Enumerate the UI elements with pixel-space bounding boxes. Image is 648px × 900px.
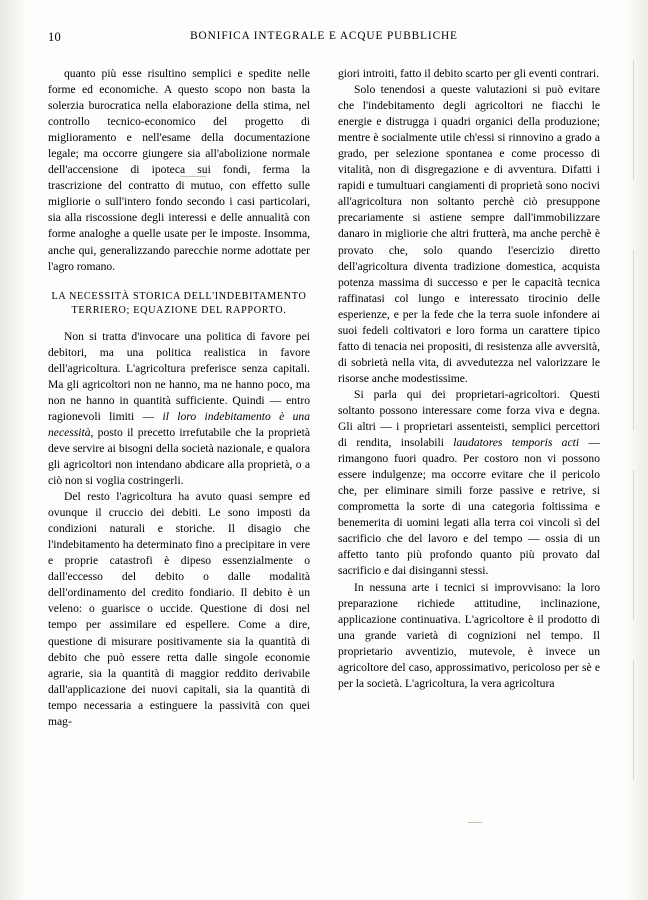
body-columns bbox=[48, 66, 600, 856]
section-heading-line-1: LA NECESSITÀ STORICA DELL'INDEBITAMENTO bbox=[51, 290, 307, 302]
paragraph: In nessuna arte i tecnici si improvvisano: la loro preparazione richiede attitudine, inclinazione, applicazione continuativa. L'agricoltore è il prodotto di una grande varietà di cognizioni nel tempo. Il proprietario avventizio, mutevole, è invece un agricoltore del caso, approssimativo, pericoloso per sè e per la società. L'agricoltura, la vera agricoltura bbox=[338, 580, 600, 690]
section-heading bbox=[48, 290, 310, 318]
scan-artifact-line bbox=[633, 60, 634, 180]
paragraph: giori introiti, fatto il debito scarto per gli eventi contrari. bbox=[338, 67, 600, 80]
scan-artifact-line bbox=[633, 660, 634, 780]
paragraph: Del resto l'agricoltura ha avuto quasi sempre ed ovunque il cruccio dei debiti. Le sono imposti da condizioni naturali e storiche. Il disagio che l'indebitamento ha determinato fino a precipitare in vere e proprie catastrofi è dipeso essenzialmente o dall'eccesso del debito o dalle modalità dell'ordinamento del credito fondiario. Il debito è un veleno: o guarisce o uccide. Questione di dosi nel tempo per assimilare ed espellere. Come a dire, questione di misurare positivamente sia la quantità di debito che può essere retta dalle singole economie agrarie, sia la quantità di maggior reddito derivabile dall'applicazione dei nuovi capitali, sia la quantità di tempo necessaria a estinguere la passività con quei mag- bbox=[48, 490, 310, 728]
right-column bbox=[338, 66, 600, 856]
paragraph: Solo tenendosi a queste valutazioni si può evitare che l'indebitamento degli agricoltori ne fiacchi le energie e distrugga i quadri organici della produzione; mentre è socialmente utile ch'essi si rinnovino a grado a grado, per selezione spontanea e come processo di vitalità, non di disgregazione e di avventura. Difatti i rapidi e tumultuari cangiamenti di proprietà sono nocivi all'agricoltura non soltanto perchè ciò presuppone precariamente si astiene sempre dall'immobilizzare danaro in migliorie che altri frutterà, ma anche perchè è provato che, solo quando l'esercizio diretto dell'agricoltura diventa tradizione domestica, acquista potenza massima di successo e per le capacità tecnica raffinatasi col lungo e interessato tirocinio delle esperienze, e per la fede che la terra suole infondere ai suoi fedeli coltivatori e loro forma un carattere tipico fatto di tenacia nei propositi, di resistenza alle avversità, di sobrietà nella vita, di avvedutezza nel valorizzare le risorse anche modestissime. bbox=[338, 83, 600, 385]
scan-artifact-speck bbox=[180, 176, 206, 177]
page-header bbox=[48, 30, 600, 52]
paragraph: Non si tratta d'invocare una politica di favore pei debitori, ma una politica realistica in favore dell'agricoltura. L'agricoltura preferisce senza capitali. Ma gli agricoltori non ne hanno, ma ne hanno poco, ma non ne hanno in quantità sufficiente. Quindi — entro ragionevoli limiti — il loro indebitamento è una necessità, posto il precetto irrefutabile che la proprietà deve servire ai bisogni della società nazionale, e qualora gli agricoltori non intendano abdicare alla proprietà, o a ciò non si voglia costringerli. bbox=[48, 329, 310, 488]
paragraph: Si parla qui dei proprietari-agricoltori. Questi soltanto possono interessare come forza viva e degna. Gli altri — i proprietari assenteisti, semplici percettori di rendita, insolabili laudatores temporis acti — rimangono fuori quadro. Per costoro non vi possono essere indulgenze; ma occorre evitare che il pericolo che, per eliminare simili forze passive e retrive, si comprometta la sorte di una categoria foltissima e benemerita di uomini legati alla terra coi vincoli sì del sacrificio che del lavoro e del tempo — ossia di un affetto tanto più profondo quanto più provato dal sacrificio e dai disinganni stessi. bbox=[338, 387, 600, 578]
left-column bbox=[48, 66, 310, 856]
section-heading-line-2: TERRIERO; EQUAZIONE DEL RAPPORTO. bbox=[71, 304, 287, 316]
paragraph: quanto più esse risultino semplici e spedite nelle forme ed economiche. A questo scopo non basta la solerzia burocratica nella elaborazione della stima, nel controllo tecnico-economico del progetto di miglioramento e nell'esame della documentazione legale; ma occorre giungere sia all'abolizione normale dell'accensione di ipoteca sui fondi, ferma la trascrizione del contratto di mutuo, con effetto sulle migliorie o sull'intero fondo secondo i casi particolari, sia alla riscossione degli interessi e delle annualità con forme analoghe a quelle usate per le imposte. Insomma, anche qui, generalizzando parecchie norme adottate per l'agro romano. bbox=[48, 67, 310, 273]
scan-artifact-speck bbox=[468, 822, 482, 823]
running-title: BONIFICA INTEGRALE E ACQUE PUBBLICHE bbox=[190, 30, 458, 42]
scan-artifact-line bbox=[633, 250, 634, 430]
scan-artifact-line bbox=[633, 470, 634, 620]
page-number: 10 bbox=[48, 30, 62, 44]
